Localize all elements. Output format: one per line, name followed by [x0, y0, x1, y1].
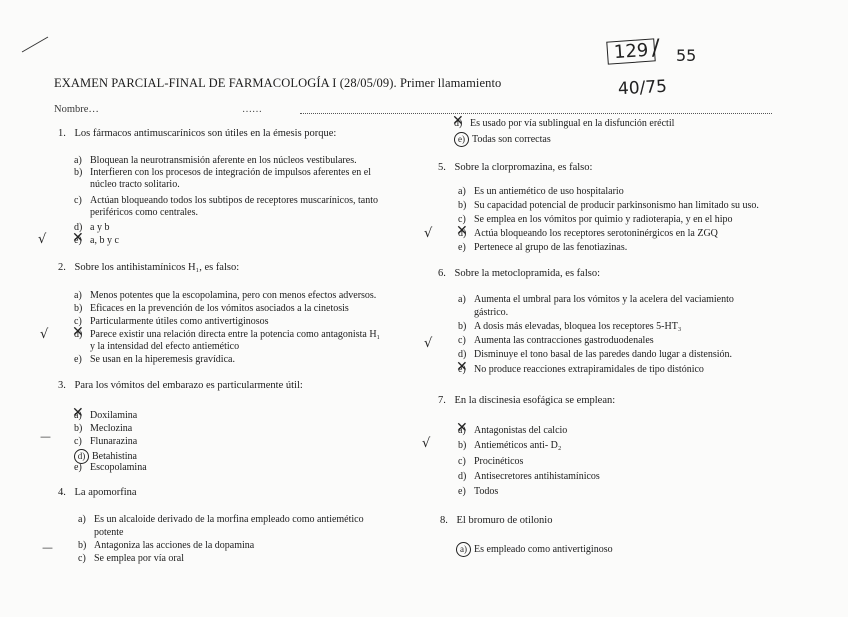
- score-slash: /: [652, 36, 660, 61]
- q3-option-d: d) Betahistina: [74, 449, 137, 464]
- q2-option-b: b) Eficaces en la prevención de los vómitos asociados a la cinetosis: [74, 303, 349, 314]
- q1-option-d: d) a y b: [74, 222, 110, 233]
- q1-option-c: c) Actúan bloqueando todos los subtipos de receptores muscarínicos, tanto: [74, 195, 378, 206]
- q4-option-a: a) Es un alcaloide derivado de la morfina empleado como antiemético: [78, 514, 364, 525]
- q5-option-c: c) Se emplea en los vómitos por quimio y radioterapia, y en el hipo: [458, 214, 733, 225]
- name-line: [300, 113, 772, 114]
- q7-option-e: e) Todos: [458, 486, 499, 497]
- score-total: 55: [676, 46, 697, 65]
- tick-mark: √: [40, 327, 49, 342]
- q4-option-a-cont: potente: [94, 527, 124, 538]
- q5-option-b: b) Su capacidad potencial de producir parkinsonismo han limitado su uso.: [458, 200, 759, 211]
- q1-option-c-cont: periféricos como centrales.: [90, 207, 199, 218]
- q5-option-a: a) Es un antiemético de uso hospitalario: [458, 186, 624, 197]
- nombre-dots: ……: [242, 104, 262, 115]
- q7-option-a: a) ✕ Antagonistas del calcio: [458, 425, 567, 437]
- q3-option-b: b) Meclozina: [74, 423, 133, 434]
- cross-mark: e) ✕: [458, 364, 474, 376]
- q6-option-b: b) A dosis más elevadas, bloquea los receptores 5-HT₃: [458, 321, 682, 332]
- question-3: 3. Para los vómitos del embarazo es particularmente útil:: [58, 380, 303, 391]
- q6-option-a-cont: gástrico.: [474, 307, 509, 318]
- question-text: Los fármacos antimuscarínicos son útiles en la émesis porque:: [74, 128, 337, 139]
- question-5: 5. Sobre la clorpromazina, es falso:: [438, 162, 593, 173]
- q1-option-a: a) Bloquean la neurotransmisión aferente en los núcleos vestibulares.: [74, 155, 357, 166]
- circle-mark: d): [74, 449, 89, 464]
- question-1: [58, 128, 336, 139]
- tick-mark: √: [38, 232, 47, 247]
- question-2: 2. Sobre los antihistamínicos H₁, es falso:: [58, 262, 240, 273]
- tick-mark: √: [422, 436, 431, 451]
- q8-option-a: a) Es empleado como antivertiginoso: [456, 542, 613, 557]
- cross-mark: e) ✕: [74, 235, 90, 247]
- q5-option-e: e) Pertenece al grupo de las fenotiazinas.: [458, 242, 628, 253]
- q6-option-c: c) Aumenta las contracciones gastroduodenales: [458, 335, 654, 346]
- dash-mark: —: [42, 541, 53, 554]
- circle-mark: a): [456, 542, 471, 557]
- q7-option-c: c) Procinéticos: [458, 456, 524, 467]
- q7-option-b: b) Antieméticos anti- D₂: [458, 440, 562, 451]
- circle-mark: e): [454, 132, 469, 147]
- question-number: 1.: [58, 128, 66, 139]
- q3-option-e: e) Escopolamina: [74, 462, 147, 473]
- q2-option-a: a) Menos potentes que la escopolamina, pero con menos efectos adversos.: [74, 290, 377, 301]
- q1-option-b: b) Interfieren con los procesos de integración de impulsos aferentes en el: [74, 167, 372, 178]
- q2-option-c: c) Particularmente útiles como antivertiginosos: [74, 316, 269, 327]
- exam-title: EXAMEN PARCIAL-FINAL DE FARMACOLOGÍA I (28/05/09). Primer llamamiento: [54, 76, 502, 90]
- q1-option-e: e) ✕ a, b y c: [74, 235, 119, 247]
- q4-option-b: b) Antagoniza las acciones de la dopamina: [78, 540, 255, 551]
- question-4: 4. La apomorfina: [58, 487, 137, 498]
- nombre-label: Nombre…: [54, 104, 99, 115]
- score-second: 40/75: [617, 76, 668, 100]
- cross-mark: a) ✕: [458, 425, 474, 437]
- pen-stroke: [22, 37, 48, 53]
- tick-mark: √: [424, 336, 433, 351]
- dash-mark: —: [40, 430, 51, 443]
- cross-mark: d) ✕: [454, 118, 470, 130]
- q3-option-c: c) Flunarazina: [74, 436, 138, 447]
- tick-mark: √: [424, 226, 433, 241]
- cross-mark: d) ✕: [74, 329, 90, 341]
- q5-option-d: d) ✕ Actúa bloqueando los receptores serotoninérgicos en la ZGQ: [458, 228, 718, 240]
- cross-mark: a) ✕: [74, 410, 90, 422]
- q1-option-b-cont: núcleo tracto solitario.: [90, 179, 180, 190]
- cross-mark: d) ✕: [458, 228, 474, 240]
- q3-option-a: a) ✕ Doxilamina: [74, 410, 137, 422]
- question-7: 7. En la discinesia esofágica se emplean:: [438, 395, 616, 406]
- q4-option-e: e) Todas son correctas: [454, 132, 551, 147]
- q7-option-d: d) Antisecretores antihistamínicos: [458, 471, 600, 482]
- q4-option-d: d) ✕ Es usado por vía sublingual en la disfunción eréctil: [454, 118, 674, 130]
- q2-option-e: e) Se usan en la hiperemesis gravídica.: [74, 354, 235, 365]
- q4-option-c: c) Se emplea por vía oral: [78, 553, 184, 564]
- q2-option-d-cont: y la intensidad del efecto antiemético: [90, 341, 240, 352]
- score-box: 129: [606, 38, 656, 64]
- question-8: 8. El bromuro de otilonio: [440, 515, 553, 526]
- q6-option-a: a) Aumenta el umbral para los vómitos y la acelera del vaciamiento: [458, 294, 734, 305]
- q2-option-d: d) ✕ Parece existir una relación directa entre la potencia como antagonista H₁: [74, 329, 380, 341]
- q6-option-d: d) Disminuye el tono basal de las paredes dando lugar a distensión.: [458, 349, 732, 360]
- question-6: 6. Sobre la metoclopramida, es falso:: [438, 268, 600, 279]
- q6-option-e: e) ✕ No produce reacciones extrapiramidales de tipo distónico: [458, 364, 704, 376]
